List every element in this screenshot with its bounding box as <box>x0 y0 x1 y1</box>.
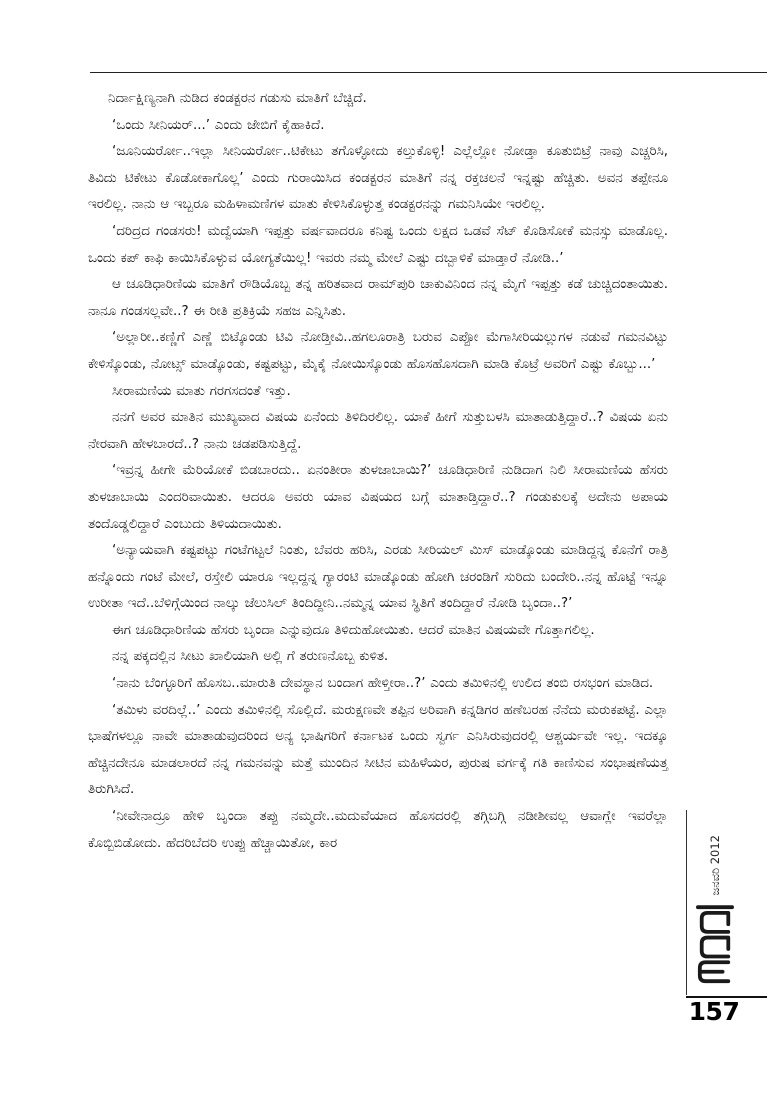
paragraph: ‘ಒಂದು ಸೀನಿಯರ್...’ ಎಂದು ಜೇಬಿಗೆ ಕೈಹಾಕಿದೆ. <box>112 117 325 133</box>
paragraph: ನನಗೆ ಅವರ ಮಾತಿನ ಮುಖ್ಯವಾದ ವಿಷಯ ಏನೆಂದು ತಿಳಿದಿರಲಿಲ್ಲ. ಯಾಕೆ ಹೀಗೆ ಸುತ್ತುಬಳಸಿ ಮಾತಾಡುತ್ತಿದ್ದಾರೆ..? ವಿಷಯ ಏನು ನೇರವಾಗಿ ಹೇಳಬಾರದೆ..? ನಾನು ಚಡಪಡಿಸುತ್ತಿದ್ದೆ. <box>88 410 668 452</box>
paragraph: ನನ್ನ ಪಕ್ಕದಲ್ಲಿನ ಸೀಟು ಖಾಲಿಯಾಗಿ ಅಲ್ಲಿ ಗೆ ತರುಣನೊಬ್ಬ ಕುಳಿತ. <box>112 649 389 665</box>
paragraph: ನಿರ್ದಾಕ್ಷಿಣ್ಯನಾಗಿ ನುಡಿದ ಕಂಡಕ್ಟರನ ಗಡುಸು ಮಾತಿಗೆ ಬೆಚ್ಚಿದೆ. <box>108 91 367 106</box>
paragraph: ‘ನೀವೇನಾದ್ರೂ ಹೇಳಿ ಬೃಂದಾ ತಪ್ಪು ನಮ್ಮದೇ..ಮದುವೆಯಾದ ಹೊಸದರಲ್ಲಿ ತಗ್ಗಿಬಗ್ಗಿ ನಡೀಶೀವಲ್ಲ ಆವಾಗ್ಲೇ ಇವರೆಲ್ಲಾ ಕೊಬ್ಬಿಬಿಡೋದು. ಹೆದರಿಬೆದರಿ ಉಪ್ಪು ಹೆಚ್ಚಾಯಿತೋ, ಕಾರ <box>88 809 668 851</box>
paragraph: ‘ಜೂನಿಯರ್ರೋ..ಇಲ್ಲಾ ಸೀನಿಯರ್ರೋ..ಟಿಕೇಟು ತಗೊಳ್ಳೋದು ಕಲ್ತುಕೊಳ್ಳಿ! ಎಲ್ಲೆಲ್ಲೋ ನೋಡ್ತಾ ಕೂತುಬಿಟ್ರೆ ನಾವು ಎಚ್ಚರಿಸಿ, ತಿವಿದು ಟಿಕೇಟು ಕೊಡೋಕಾಗೊಲ್ಲ’ ಎಂದು ಗುರಾಯಿಸಿದ ಕಂಡಕ್ಟರನ ಮಾತಿಗೆ ನನ್ನ ರಕ್ತಚಲನೆ ಇನ್ನಷ್ಟು ಹೆಚ್ಚಿತು. ಅವನ ತಪ್ಪೇನೂ ಇರಲಿಲ್ಲ. ನಾನು ಆ ಇಬ್ಬರೂ ಮಹಿಳಾಮಣಿಗಳ ಮಾತು ಕೇಳಿಸಿಕೊಳ್ಳುತ್ತ ಕಂಡಕ್ಟರನನ್ನು ಗಮನಿಸಿಯೇ ಇರಲಿಲ್ಲ. <box>88 144 668 213</box>
article-body <box>88 86 668 857</box>
issue-date: ಜನವರಿ 2012 <box>707 835 722 896</box>
paragraph: ‘ತಮಿಳು ವರದಿಲ್ಲೆ..’ ಎಂದು ತಮಿಳಿನಲ್ಲಿ ಸೊಲ್ಲಿದೆ. ಮರುಕ್ಷಣವೇ ತಪ್ಪಿನ ಅರಿವಾಗಿ ಕನ್ನಡಿಗರ ಹಣೆಬರಹ ನೆನೆದು ಮರುಕಪಟ್ಟೆ. ಎಲ್ಲಾ ಭಾಷೆಗಳಲ್ಲೂ ನಾವೇ ಮಾತಾಡುವುದರಿಂದ ಅನ್ಯ ಭಾಷಿಗರಿಗೆ ಕರ್ನಾಟಕ ಒಂದು ಸ್ವರ್ಗ ಎನಿಸಿರುವುದರಲ್ಲಿ ಆಶ್ಚರ್ಯವೇ ಇಲ್ಲ. ಇದಕ್ಕೂ ಹೆಚ್ಚಿನದೇನೂ ಮಾಡಲಾರದೆ ನನ್ನ ಗಮನವನ್ನು ಮತ್ತೆ ಮುಂದಿನ ಸೀಟಿನ ಮಹಿಳೆಯರ, ಪುರುಷ ವರ್ಗಕ್ಕೆ ಗತಿ ಕಾಣಿಸುವ ಸಂಭಾಷಣೆಯತ್ತ ತಿರುಗಿಸಿದೆ. <box>88 702 668 798</box>
magazine-branding <box>690 835 740 985</box>
magazine-logo-icon <box>693 902 737 986</box>
page-number: 157 <box>688 997 740 1026</box>
paragraph: ‘ಅಲ್ಲಾರೀ..ಕಣ್ಣಿಗೆ ಎಣ್ಣೆ ಬಿಟ್ಕೊಂಡು ಟಿವಿ ನೋಡ್ತೀವಿ..ಹಗಲೂರಾತ್ರಿ ಬರುವ ಎಪ್ಪೋ ಮೆಗಾಸೀರಿಯಲ್ಲುಗಳ ನಡುವೆ ಗಮನವಿಟ್ಟು ಕೇಳಿಸ್ಕೊಂಡು, ನೋಟ್ಸ್ ಮಾಡ್ಕೊಂಡು, ಕಷ್ಟಪಟ್ಟು, ಮೈಕೈ ನೋಯಿಸ್ಕೊಂಡು ಹೊಸಹೊಸದಾಗಿ ಮಾಡಿ ಕೊಟ್ರೆ ಅವರಿಗೆ ಎಷ್ಟು ಕೊಬ್ಬು...’ <box>88 330 668 372</box>
paragraph: ‘ಇವ್ರನ್ನ ಹೀಗೇ ಮೆರಿಯೋಕೆ ಬಿಡಬಾರದು.. ಏನಂತೀರಾ ತುಳಜಾಬಾಯಿ?’ ಚೂಡಿಧಾರಿಣಿ ನುಡಿದಾಗ ನಿಲಿ ಸೀರಾಮಣಿಯ ಹೆಸರು ತುಳಜಾಬಾಯಿ ಎಂದರಿವಾಯಿತು. ಆದರೂ ಅವರು ಯಾವ ವಿಷಯದ ಬಗ್ಗೆ ಮಾತಾಡ್ತಿದ್ದಾರೆ..? ಗಂಡುಕುಲಕ್ಕೆ ಅದೇನು ಅಪಾಯ ತಂದೊಡ್ಡಲಿದ್ದಾರೆ ಎಂಬುದು ತಿಳಿಯದಾಯಿತು. <box>88 463 668 532</box>
paragraph: ‘ನಾನು ಬೆಂಗ್ಳೂರಿಗೆ ಹೊಸಬ..ಮಾರುತಿ ದೇವಸ್ಥಾನ ಬಂದಾಗ ಹೇಳ್ತೀರಾ..?’ ಎಂದು ತಮಿಳಿನಲ್ಲಿ ಉಲಿದ ತಂಬಿ ರಸಭಂಗ ಮಾಡಿದ. <box>112 676 654 692</box>
paragraph: ಈಗ ಚೂಡಿಧಾರಿಣಿಯ ಹೆಸರು ಬೃಂದಾ ಎನ್ನುವುದೂ ತಿಳಿದುಹೋಯಿತು. ಆದರೆ ಮಾತಿನ ವಿಷಯವೇ ಗೊತ್ತಾಗಲಿಲ್ಲ. <box>112 622 595 638</box>
top-divider <box>90 72 767 73</box>
paragraph: ಸೀರಾಮಣಿಯ ಮಾತು ಗರಗಸದಂತೆ ಇತ್ತು. <box>112 383 291 399</box>
paragraph: ಆ ಚೂಡಿಧಾರಿಣಿಯ ಮಾತಿಗೆ ರೌಡಿಯೊಬ್ಬ ತನ್ನ ಹರಿತವಾದ ರಾಮ್‌ಪುರಿ ಚಾಕುವಿನಿಂದ ನನ್ನ ಮೈಗೆ ಇಪ್ಪತ್ತು ಕಡೆ ಚುಚ್ಚಿದಂತಾಯಿತು. ನಾನೂ ಗಂಡಸಲ್ಲವೇ..? ಈ ರೀತಿ ಪ್ರತಿಕ್ರಿಯೆ ಸಹಜ ಎನ್ನಿಸಿತು. <box>88 277 668 319</box>
paragraph: ‘ಅನ್ಯಾಯವಾಗಿ ಕಷ್ಟಪಟ್ಟು ಗಂಟೆಗಟ್ಟಲೆ ನಿಂತು, ಬೆವರು ಹರಿಸಿ, ಎರಡು ಸೀರಿಯಲ್ ಮಿಸ್ ಮಾಡ್ಕೊಂಡು ಮಾಡಿದ್ದನ್ನ ಕೊನೆಗೆ ರಾತ್ರಿ ಹನ್ನೊಂದು ಗಂಟೆ ಮೇಲೆ, ರಸ್ತೇಲಿ ಯಾರೂ ಇಲ್ಲದ್ದನ್ನ ಗ್ಯಾರಂಟಿ ಮಾಡ್ಕೊಂಡು ಹೋಗಿ ಚರಂಡಿಗೆ ಸುರಿದು ಬಂದೇರಿ..ನನ್ನ ಹೊಟ್ಟೆ ಇನ್ನೂ ಉರೀತಾ ಇದೆ..ಬೆಳಿಗ್ಗೆಯಿಂದ ನಾಲ್ಕು ಜೆಲುಸಿಲ್ ತಿಂದಿದ್ದೀನಿ..ನಮ್ಮನ್ನ ಯಾವ ಸ್ಥಿತಿಗೆ ತಂದಿದ್ದಾರೆ ನೋಡಿ ಬೃಂದಾ..?’ <box>88 543 668 612</box>
margin-divider <box>686 810 687 995</box>
paragraph: ‘ದರಿದ್ರದ ಗಂಡಸರು! ಮದ್ವೆಯಾಗಿ ಇಪ್ಪತ್ತು ವರ್ಷವಾದರೂ ಕನಿಷ್ಟ ಒಂದು ಲಕ್ಷದ ಒಡವೆ ಸೆಟ್ ಕೊಡಿಸೋಕೆ ಮನಸ್ಸು ಮಾಡೊಲ್ಲ. ಒಂದು ಕಪ್ ಕಾಫಿ ಕಾಯಿಸಿಕೊಳ್ಳುವ ಯೋಗ್ಯತೆಯಿಲ್ಲ! ಇವರು ನಮ್ಮ ಮೇಲೆ ಎಷ್ಟು ದಬ್ಬಾಳಿಕೆ ಮಾಡ್ತಾರೆ ನೋಡಿ..’ <box>88 223 668 266</box>
